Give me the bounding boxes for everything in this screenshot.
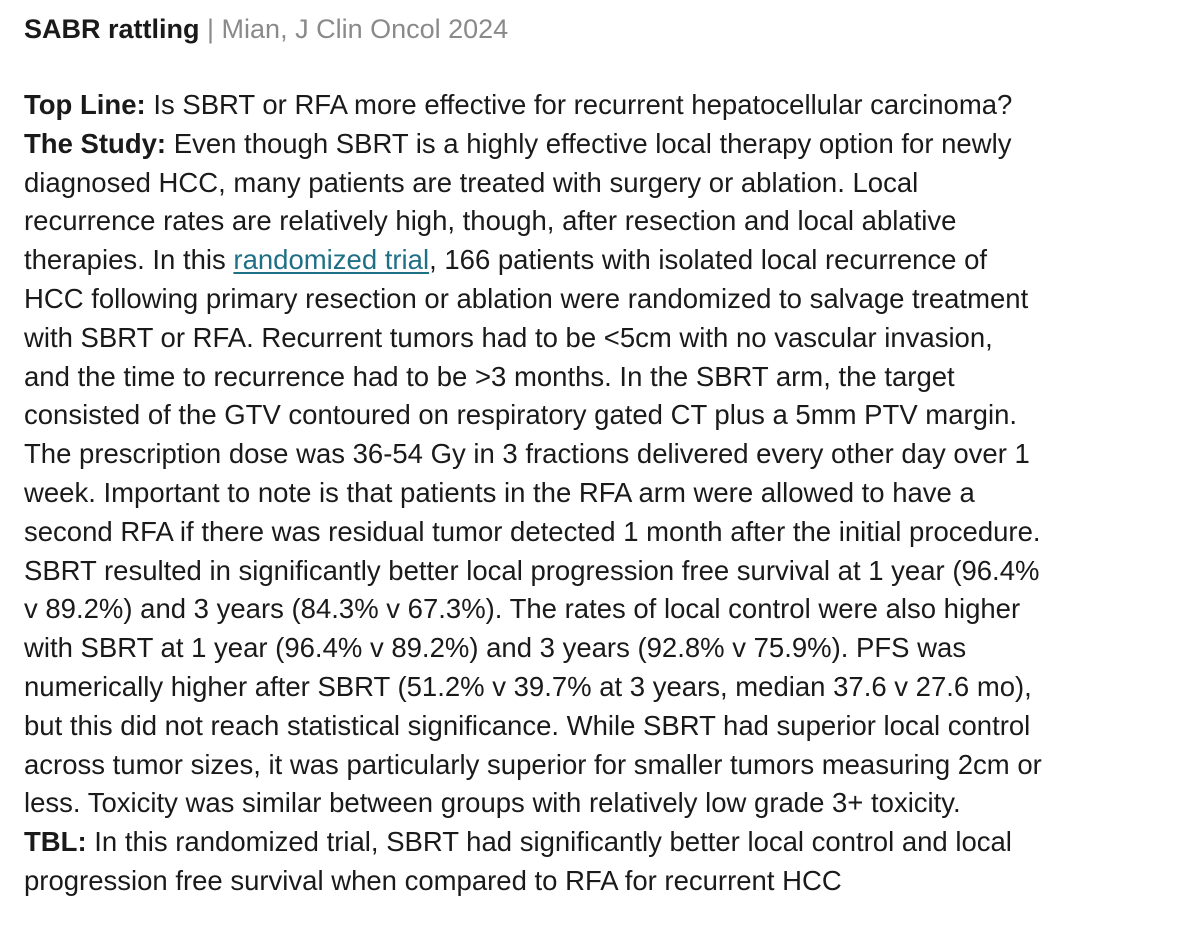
citation-source: Mian, J Clin Oncol 2024 — [221, 14, 509, 44]
study-line-17: across tumor sizes, it was particularly superior for smaller tumors measuring 2cm or — [24, 748, 1042, 780]
study-line-3: recurrence rates are relatively high, though, after resection and local ablative — [24, 205, 957, 237]
study-line-18: less. Toxicity was similar between groups with relatively low grade 3+ toxicity. — [24, 787, 961, 819]
study-line-16: but this did not reach statistical significance. While SBRT had superior local control — [24, 709, 1031, 741]
summary-body — [24, 86, 1184, 901]
study-line-2: diagnosed HCC, many patients are treated with surgery or ablation. Local — [24, 166, 919, 198]
study-text-4-post: , 166 patients with isolated local recurrence of — [429, 244, 988, 276]
study-line-13: v 89.2%) and 3 years (84.3% v 67.3%). The rates of local control were also higher — [24, 593, 1021, 625]
header — [24, 10, 1184, 48]
study-line-5: HCC following primary resection or ablation were randomized to salvage treatment — [24, 282, 1029, 314]
study-text-1: Even though SBRT is a highly effective local therapy option for newly — [166, 127, 1012, 159]
study-line-6: with SBRT or RFA. Recurrent tumors had to be <5cm with no vascular invasion, — [24, 321, 993, 353]
study-line-7: and the time to recurrence had to be >3 months. In the SBRT arm, the target — [24, 360, 955, 392]
study-line-1 — [24, 125, 1184, 164]
study-line-14: with SBRT at 1 year (96.4% v 89.2%) and 3 years (92.8% v 75.9%). PFS was — [24, 632, 967, 664]
randomized-trial-link[interactable]: randomized trial — [233, 244, 430, 276]
tbl-text-1: In this randomized trial, SBRT had significantly better local control and local — [86, 826, 1012, 858]
study-line-8: consisted of the GTV contoured on respiratory gated CT plus a 5mm PTV margin. — [24, 399, 1018, 431]
top-line-label: Top Line: — [24, 89, 146, 120]
study-line-15: numerically higher after SBRT (51.2% v 39.7% at 3 years, median 37.6 v 27.6 mo), — [24, 670, 1032, 702]
article — [24, 10, 1184, 901]
post-title: SABR rattling — [24, 14, 200, 44]
top-line-text: Is SBRT or RFA more effective for recurrent hepatocellular carcinoma? — [145, 89, 1013, 120]
tbl-label: TBL: — [24, 826, 87, 858]
top-line-row — [24, 86, 1184, 125]
tbl-line-2: progression free survival when compared to RFA for recurrent HCC — [24, 864, 842, 896]
title-separator: | — [207, 14, 215, 44]
study-label: The Study: — [24, 127, 167, 159]
study-text-4-pre: therapies. In this — [24, 244, 234, 276]
study-line-9: The prescription dose was 36-54 Gy in 3 fractions delivered every other day over 1 — [24, 438, 1030, 470]
study-line-4 — [24, 241, 1184, 280]
tbl-line-1 — [24, 823, 1184, 862]
study-line-11: second RFA if there was residual tumor detected 1 month after the initial procedure. — [24, 515, 1041, 547]
study-line-12: SBRT resulted in significantly better local progression free survival at 1 year (96.4% — [24, 554, 1040, 586]
study-line-10: week. Important to note is that patients in the RFA arm were allowed to have a — [24, 476, 975, 508]
